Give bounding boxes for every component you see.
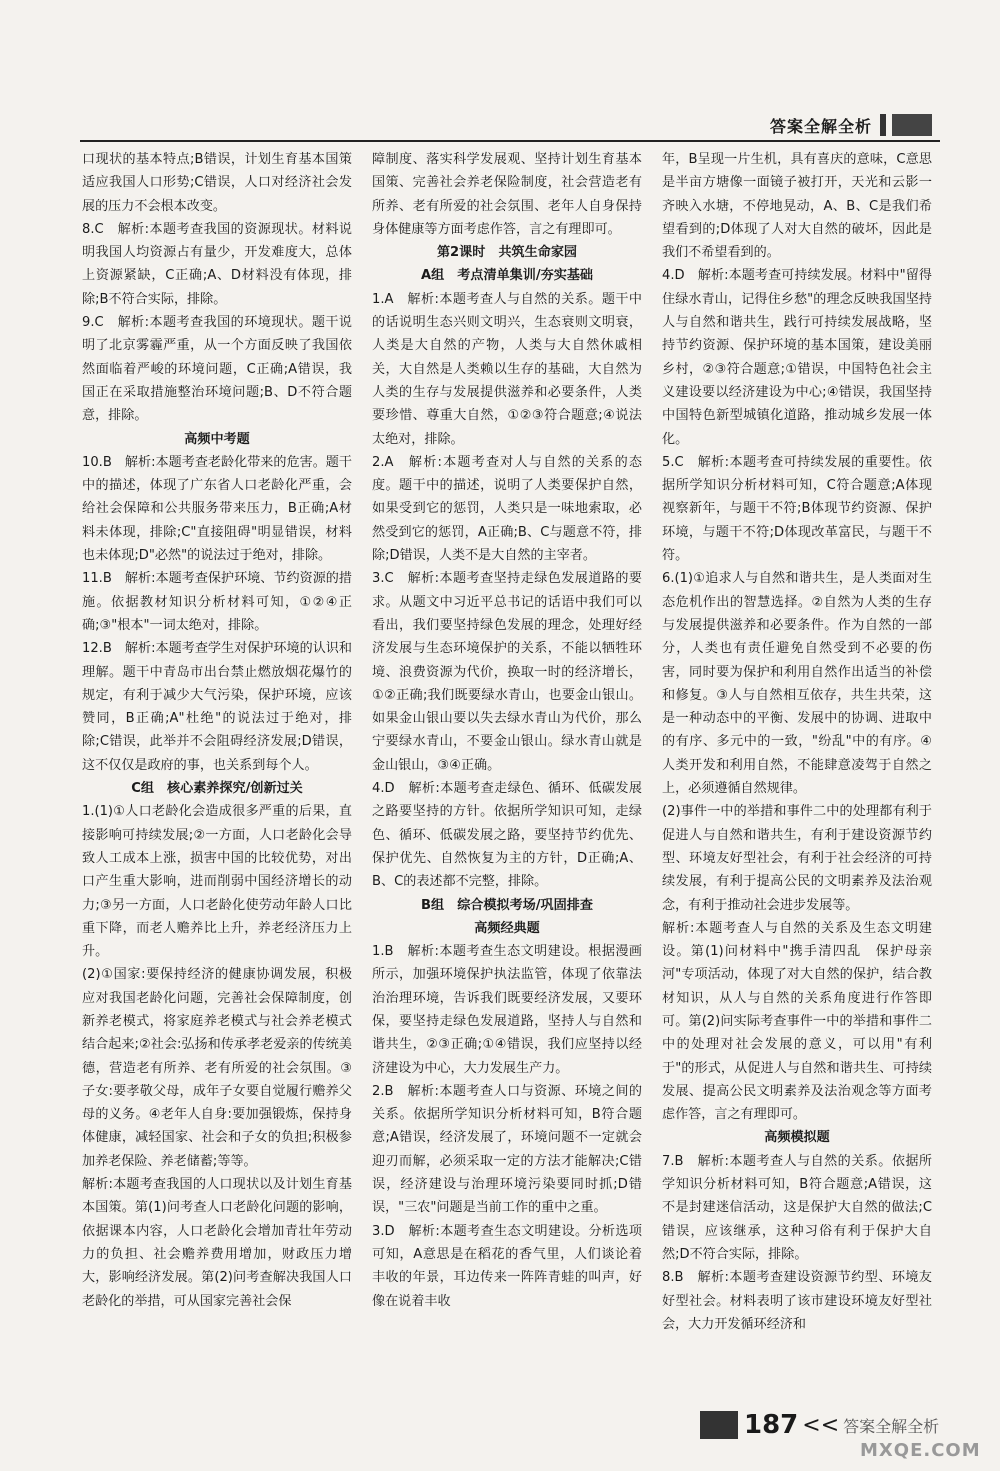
paragraph: 口现状的基本特点;B错误，计划生育基本国策适应我国人口形势;C错误，人口对经济社会发展的压力不会根本改变。	[82, 152, 352, 214]
column-1	[82, 148, 352, 1313]
header-title: 答案全解全析	[770, 116, 873, 136]
answer-item: 11.B 解析:本题考查保护环境、节约资源的措施。依据教材知识分析材料可知，①②④正确;③"根本"一词太绝对，排除。	[82, 571, 352, 633]
footer-label: 答案全解全析	[843, 1416, 940, 1436]
page-number: 187	[744, 1410, 799, 1440]
answer-item: 8.B 解析:本题考查建设资源节约型、环境友好型社会。材料表明了该市建设环境友好型社会，大力开发循环经济和	[662, 1270, 932, 1332]
answer-item: 1.B 解析:本题考查生态文明建设。根据漫画所示，加强环境保护执法监管，体现了依靠法治治理环境，告诉我们既要经济发展，又要环保，要坚持走绿色发展道路，坚持人与自然和谐共生，②③正确;①④错误，我们应坚持以经济建设为中心，大力发展生产力。	[372, 944, 642, 1076]
section-heading: C组 核心素养探究/创新过关	[131, 781, 303, 797]
section-heading: 高频经典题	[474, 920, 540, 936]
section-heading: B组 综合模拟考场/巩固排查	[421, 897, 593, 913]
answer-item: 1.(1)①人口老龄化会造成很多严重的后果，直接影响可持续发展;②一方面，人口老龄化会导致人工成本上涨，损害中国的比较优势，对出口产生重大影响，进而削弱中国经济增长的动力;③另一方面，人口老龄化使劳动年龄人口比重下降，而老人赡养比上升，养老经济压力上升。	[82, 804, 352, 960]
column-2	[372, 148, 642, 1313]
answer-item: 3.D 解析:本题考查生态文明建设。分析选项可知，A意思是在稻花的香气里，人们谈论着丰收的年景，耳边传来一阵阵青蛙的叫声，好像在说着丰收	[372, 1223, 642, 1309]
answer-item: 3.C 解析:本题考查坚持走绿色发展道路的要求。从题文中习近平总书记的话语中我们可以看出，我们要坚持绿色发展的理念，处理好经济发展与生态环境保护的关系，不能以牺牲环境、浪费资源为代价，换取一时的经济增长，①②正确;我们既要绿水青山，也要金山银山。如果金山银山要以失去绿水青山为代价，那么宁要绿水青山，不要金山银山。绿水青山就是金山银山，③④正确。	[372, 571, 642, 773]
section-heading: A组 考点清单集训/夯实基础	[420, 268, 594, 284]
page-header	[770, 112, 932, 138]
footer-arrow-icon: <<	[802, 1412, 840, 1438]
answer-item: 6.(1)①追求人与自然和谐共生，是人类面对生态危机作出的智慧选择。②自然为人类的生存与发展提供滋养和必要条件。作为自然的一部分，人类也有责任避免自然受到不必要的伤害，同时要为保护和利用自然作出适当的补偿和修复。③人与自然相互依存，共生共荣，这是一种动态中的平衡、发展中的协调、进取中的有序、多元中的一致，"纷乱"中的有序。④人类开发和利用自然，不能肆意凌驾于自然之上，必须遵循自然规律。	[662, 571, 932, 797]
column-3	[662, 148, 932, 1336]
analysis-paragraph: 解析:本题考查我国的人口现状以及计划生育基本国策。第(1)问考查人口老龄化问题的影响，依据课本内容，人口老龄化会增加青壮年劳动力的负担、社会赡养费用增加，财政压力增大，影响经济发展。第(2)问考查解决我国人口老龄化的举措，可从国家完善社会保	[82, 1177, 352, 1309]
header-block	[892, 114, 932, 136]
answer-item: 4.D 解析:本题考查走绿色、循环、低碳发展之路要坚持的方针。依据所学知识可知，走绿色、循环、低碳发展之路，要坚持节约优先、保护优先、自然恢复为主的方针，D正确;A、B、C的表述都不完整，排除。	[372, 781, 642, 890]
answer-item: 10.B 解析:本题考查老龄化带来的危害。题干中的描述，体现了广东省人口老龄化严重，会给社会保障和公共服务带来压力，B正确;A材料未体现，排除;C"直接阻碍"明显错误，材料也未体现;D"必然"的说法过于绝对，排除。	[82, 454, 352, 564]
section-heading: 高频模拟题	[764, 1130, 830, 1146]
answer-item: 2.B 解析:本题考查人口与资源、环境之间的关系。依据所学知识分析材料可知，B符合题意;A错误，经济发展了，环境问题不一定就会迎刃而解，必须采取一定的方法才能解决;C错误，经济建设与治理环境污染要同时抓;D错误，"三农"问题是当前工作的重中之重。	[372, 1083, 642, 1216]
answer-item: 12.B 解析:本题考查学生对保护环境的认识和理解。题干中青岛市出台禁止燃放烟花爆竹的规定，有利于减少大气污染，保护环境，应该赞同，B正确;A"杜绝"的说法过于绝对，排除;C错误，此举并不会阻碍经济发展;D错误，这不仅仅是政府的事，也关系到每个人。	[82, 641, 352, 773]
answer-item: 1.A 解析:本题考查人与自然的关系。题干中的话说明生态兴则文明兴，生态衰则文明衰，人类是大自然的产物，人类与大自然休戚相关，大自然是人类赖以生存的基础，大自然为人类的生存与发展提供滋养和必要条件，人类要珍惜、尊重大自然，①②③符合题意;④说法太绝对，排除。	[372, 291, 642, 447]
answer-item: 8.C 解析:本题考查我国的资源现状。材料说明我国人均资源占有量少，开发难度大，总体上资源紧缺，C正确;A、D材料没有体现，排除;B不符合实际，排除。	[82, 221, 352, 307]
answer-item: 2.A 解析:本题考查对人与自然的关系的态度。题干中的描述，说明了人类要保护自然，如果受到它的惩罚，人类只是一味地索取，必然受到它的惩罚，A正确;B、C与题意不符，排除;D错误，人类不是大自然的主宰者。	[372, 454, 642, 564]
answer-item: 7.B 解析:本题考查人与自然的关系。依据所学知识分析材料可知，B符合题意;A错误，这不是封建迷信活动，这是保护大自然的做法;C错误，应该继承，这种习俗有利于保护大自然;D不符合实际，排除。	[662, 1153, 932, 1262]
answer-item: 4.D 解析:本题考查可持续发展。材料中"留得住绿水青山，记得住乡愁"的理念反映我国坚持人与自然和谐共生，践行可持续发展战略，坚持节约资源、保护环境的基本国策，建设美丽乡村，②③符合题意;①错误，中国特色社会主义建设要以经济建设为中心;④错误，我国坚持中国特色新型城镇化道路，推动城乡发展一体化。	[662, 268, 932, 447]
answer-item: (2)①国家:要保持经济的健康协调发展，积极应对我国老龄化问题，完善社会保障制度，创新养老模式，将家庭养老模式与社会养老模式结合起来;②社会:弘扬和传承孝老爱亲的传统美德，营造老有所养、老有所爱的社会氛围。③子女:要孝敬父母，成年子女要自觉履行赡养父母的义务。④老年人自身:要加强锻炼，保持身体健康，减轻国家、社会和子女的负担;积极参加养老保险、养老储蓄;等等。	[82, 967, 352, 1169]
paragraph: 障制度、落实科学发展观、坚持计划生育基本国策、完善社会养老保险制度，社会营造老有所养、老有所爱的社会氛围、老年人自身保持身体健康等方面考虑作答，言之有理即可。	[372, 152, 642, 237]
answer-item: (2)事件一中的举措和事件二中的处理都有利于促进人与自然和谐共生，有利于建设资源节约型、环境友好型社会，有利于社会经济的可持续发展，有利于提高公民的文明素养及法治观念，有利于推动社会进步发展等。	[662, 804, 932, 913]
answer-item: 9.C 解析:本题考查我国的环境现状。题干说明了北京雾霾严重，从一个方面反映了我国依然面临着严峻的环境问题，C正确;A错误，我国正在采取措施整治环境问题;B、D不符合题意，排除。	[82, 315, 352, 424]
header-rule	[80, 140, 940, 142]
lesson-title: 第2课时 共筑生命家园	[436, 245, 578, 261]
section-heading: 高频中考题	[184, 431, 250, 447]
watermark: MXQE.COM	[860, 1440, 981, 1461]
answer-item: 5.C 解析:本题考查可持续发展的重要性。依据所学知识分析材料可知，C符合题意;A体现视察新年，与题干不符;B体现节约资源、保护环境，与题干不符;D体现改革富民，与题干不符。	[662, 454, 932, 564]
paragraph: 年，B呈现一片生机，具有喜庆的意味，C意思是半亩方塘像一面镜子被打开，天光和云影一齐映入水塘，不停地晃动，A、B、C是我们希望看到的;D体现了人对大自然的破坏，因此是我们不希望看到的。	[662, 152, 932, 261]
analysis-paragraph: 解析:本题考查人与自然的关系及生态文明建设。第(1)问材料中"携手清四乱 保护母亲河"专项活动，体现了对大自然的保护，结合教材知识，从人与自然的关系角度进行作答即可。第(2)问实际考查事件一中的举措和事件二中的处理对社会发展的意义，可以用"有利于"的形式，从促进人与自然和谐共生、可持续发展、提高公民文明素养及法治观念等方面考虑作答，言之有理即可。	[662, 920, 932, 1123]
footer-block	[700, 1411, 738, 1439]
header-mark	[880, 114, 886, 136]
page-footer	[700, 1408, 939, 1442]
